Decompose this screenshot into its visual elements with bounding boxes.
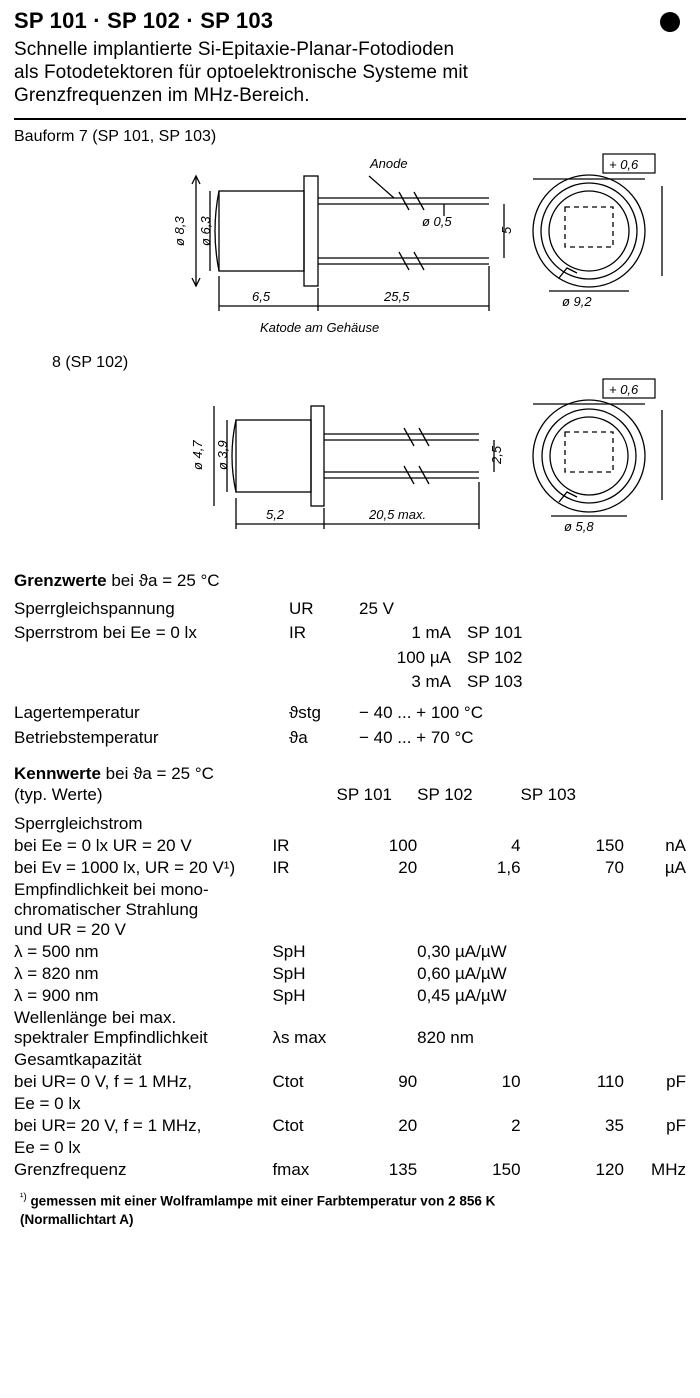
limit-name: Sperrstrom bei Ee = 0 lx: [14, 623, 197, 643]
drawing-1-note: Katode am Gehäuse: [260, 319, 380, 335]
row-value-sp101: 90: [398, 1072, 418, 1092]
column-header-sp103: SP 103: [520, 785, 577, 805]
limit-row: [14, 726, 686, 751]
row-value: 0,60 µA/µW: [417, 964, 507, 984]
drawing-1-svg: [14, 146, 686, 346]
footnote: [20, 1191, 686, 1229]
row-value-sp101: 20: [398, 858, 418, 878]
drawing-1-tol-box: [603, 154, 655, 173]
limits-heading-rest: bei ϑa = 25 °C: [111, 570, 220, 590]
row-symbol: SpH: [272, 964, 306, 984]
drawing-1-dia-outer: ø 8,3: [172, 215, 187, 246]
group-title-row: [14, 1049, 686, 1071]
drawing-1: [14, 146, 686, 346]
drawing-1-label: Bauform 7 (SP 101, SP 103): [14, 127, 217, 145]
row-value-sp101: 20: [398, 1116, 418, 1136]
drawing-2-dia-inner: ø 3,9: [215, 439, 230, 470]
row-unit: pF: [666, 1072, 686, 1092]
row-value-sp103: 150: [595, 836, 624, 856]
row-value-sp102: 4: [511, 836, 521, 856]
table-row: [14, 1137, 686, 1159]
typ-note: (typ. Werte): [14, 785, 103, 805]
row-unit: nA: [665, 836, 686, 856]
column-header-sp102: SP 102: [417, 785, 473, 805]
table-row: [14, 1071, 686, 1093]
row-desc: λ = 820 nm: [14, 964, 99, 984]
svg-text:+ 0,6: + 0,6: [609, 156, 639, 172]
row-value-sp101: 135: [388, 1160, 418, 1180]
group-title-line-1: Wellenlänge bei max.: [14, 1008, 177, 1028]
page-title: SP 101 · SP 102 · SP 103: [14, 8, 274, 33]
row-desc: bei UR= 0 V, f = 1 MHz,: [14, 1072, 192, 1092]
row-symbol: IR: [272, 836, 290, 856]
table-row: [14, 963, 686, 985]
drawing-1-front-dia: ø 9,2: [562, 293, 592, 309]
row-symbol: SpH: [272, 986, 306, 1006]
limit-value: 1 mA: [411, 623, 451, 643]
characteristics-table: [14, 784, 686, 1181]
limit-row: [14, 621, 686, 695]
group-title-sperrgleichstrom: Sperrgleichstrom: [14, 814, 143, 834]
limit-type: SP 102: [467, 647, 523, 667]
row-value-sp102: 1,6: [496, 858, 521, 878]
table-row: [14, 1159, 686, 1181]
group-title-row: [14, 806, 686, 835]
row-desc: Ee = 0 lx: [14, 1094, 81, 1114]
row-desc: bei UR= 20 V, f = 1 MHz,: [14, 1116, 202, 1136]
drawing-1-lead-spacing: 5: [499, 226, 514, 234]
table-row: [14, 1007, 686, 1049]
subtitle-line-2: als Fotodetektoren für optoelektronische Systeme mit: [14, 62, 469, 84]
limit-symbol: ϑa: [289, 727, 308, 747]
drawing-2-front-dia: ø 5,8: [564, 518, 594, 534]
table-row: [14, 941, 686, 963]
group-title-gesamtkapazitaet: Gesamtkapazität: [14, 1050, 142, 1070]
row-value-sp102: 150: [492, 1160, 521, 1180]
drawing-2: [14, 372, 686, 557]
group-title-wellenlaenge: [14, 1007, 272, 1049]
limit-name: Sperrgleichspannung: [14, 598, 175, 618]
limits-heading-bold: Grenzwerte: [14, 570, 107, 590]
group-title-line-2: spektraler Empfindlichkeit: [14, 1028, 208, 1048]
characteristics-heading: [14, 764, 686, 784]
limit-row: [14, 597, 686, 622]
row-symbol: SpH: [272, 942, 306, 962]
drawing-2-body-length: 5,2: [266, 506, 285, 522]
table-row: [14, 857, 686, 879]
row-unit: pF: [666, 1116, 686, 1136]
row-unit: µA: [664, 858, 686, 878]
limit-value: 100 µA: [396, 647, 451, 667]
limit-symbol: ϑstg: [289, 703, 321, 723]
row-value-sp103: 35: [605, 1116, 624, 1136]
drawing-2-label: 8 (SP 102): [52, 353, 129, 371]
row-unit: MHz: [651, 1160, 686, 1180]
limits-section: [14, 571, 686, 751]
row-symbol: λs max: [272, 1028, 327, 1048]
group-title-line-2: chromatischer Strahlung: [14, 900, 199, 920]
row-value: 0,45 µA/µW: [417, 986, 507, 1006]
footnote-line-2: (Normallichtart A): [20, 1212, 134, 1228]
drawing-1-body-length: 6,5: [252, 288, 271, 304]
row-desc: bei Ev = 1000 lx, UR = 20 V¹): [14, 858, 236, 878]
drawing-2-tol-box: [603, 379, 655, 398]
svg-text:+ 0,6: + 0,6: [609, 381, 639, 397]
column-header-sp101: SP 101: [336, 785, 393, 805]
header: [0, 0, 700, 108]
limit-value-group: [359, 621, 686, 695]
limit-value: 3 mA: [411, 672, 451, 692]
limit-row: [14, 701, 686, 726]
drawing-1-lead-dia: ø 0,5: [422, 213, 452, 229]
row-desc: λ = 500 nm: [14, 942, 99, 962]
group-title-row: [14, 879, 686, 941]
row-value-sp103: 110: [596, 1072, 624, 1092]
characteristics-heading-bold: Kennwerte: [14, 764, 101, 784]
limit-type: SP 103: [467, 672, 523, 692]
limit-symbol: UR: [289, 598, 314, 618]
row-value-sp103: 70: [605, 858, 624, 878]
row-value-sp101: 100: [388, 836, 418, 856]
table-row: [14, 985, 686, 1007]
subtitle-line-1: Schnelle implantierte Si-Epitaxie-Planar-Fotodioden: [14, 39, 455, 60]
limit-value: − 40 ... + 100 °C: [359, 703, 483, 723]
limit-name: Lagertemperatur: [14, 703, 140, 723]
table-row: [14, 1115, 686, 1137]
limit-name: Betriebstemperatur: [14, 727, 159, 747]
drawing-1-anode-label: Anode: [370, 155, 408, 171]
characteristics-heading-rest: bei ϑa = 25 °C: [105, 764, 214, 784]
row-symbol: fmax: [272, 1160, 310, 1180]
row-desc: λ = 900 nm: [14, 986, 99, 1006]
row-desc: Ee = 0 lx: [14, 1138, 81, 1158]
row-value: 0,30 µA/µW: [417, 942, 507, 962]
limit-symbol: IR: [289, 623, 306, 643]
drawing-2-dia-outer: ø 4,7: [190, 439, 205, 470]
row-value-sp102: 2: [511, 1116, 521, 1136]
footnote-line-1: gemessen mit einer Wolframlampe mit einer Farbtemperatur von 2 856 K: [30, 1193, 496, 1209]
drawing-2-lead-length: 20,5 max.: [369, 506, 427, 522]
row-symbol: IR: [272, 858, 290, 878]
limit-value: − 40 ... + 70 °C: [359, 727, 474, 747]
group-title-empfindlichkeit: [14, 879, 686, 941]
characteristics-section: [14, 764, 686, 1181]
black-dot-icon: [660, 12, 680, 32]
group-title-line-3: und UR = 20 V: [14, 920, 126, 940]
characteristics-column-header-row: [14, 784, 686, 806]
table-row: [14, 835, 686, 857]
drawing-2-lead-spacing: 2,5: [489, 445, 504, 464]
drawing-1-lead-length: 25,5: [384, 288, 410, 304]
limit-type: SP 101: [467, 623, 523, 643]
row-value: 820 nm: [417, 1028, 474, 1048]
limit-value: 25 V: [359, 598, 394, 618]
drawing-2-svg: [14, 372, 686, 557]
row-desc: Grenzfrequenz: [14, 1160, 127, 1180]
row-value-sp103: 120: [595, 1160, 624, 1180]
row-desc: bei Ee = 0 lx UR = 20 V: [14, 836, 192, 856]
row-symbol: Ctot: [272, 1116, 304, 1136]
header-divider: [14, 118, 686, 120]
row-value-sp102: 10: [501, 1072, 521, 1092]
subtitle: [14, 38, 686, 108]
group-title-line-1: Empfindlichkeit bei mono-: [14, 880, 209, 900]
row-symbol: Ctot: [272, 1072, 304, 1092]
drawing-1-dia-inner: ø 6,3: [198, 215, 213, 246]
title-row: [14, 8, 686, 34]
subtitle-line-3: Grenzfrequenzen im MHz-Bereich.: [14, 85, 310, 107]
footnote-marker: ¹): [20, 1192, 27, 1204]
limits-heading: [14, 571, 686, 591]
table-row: [14, 1093, 686, 1115]
